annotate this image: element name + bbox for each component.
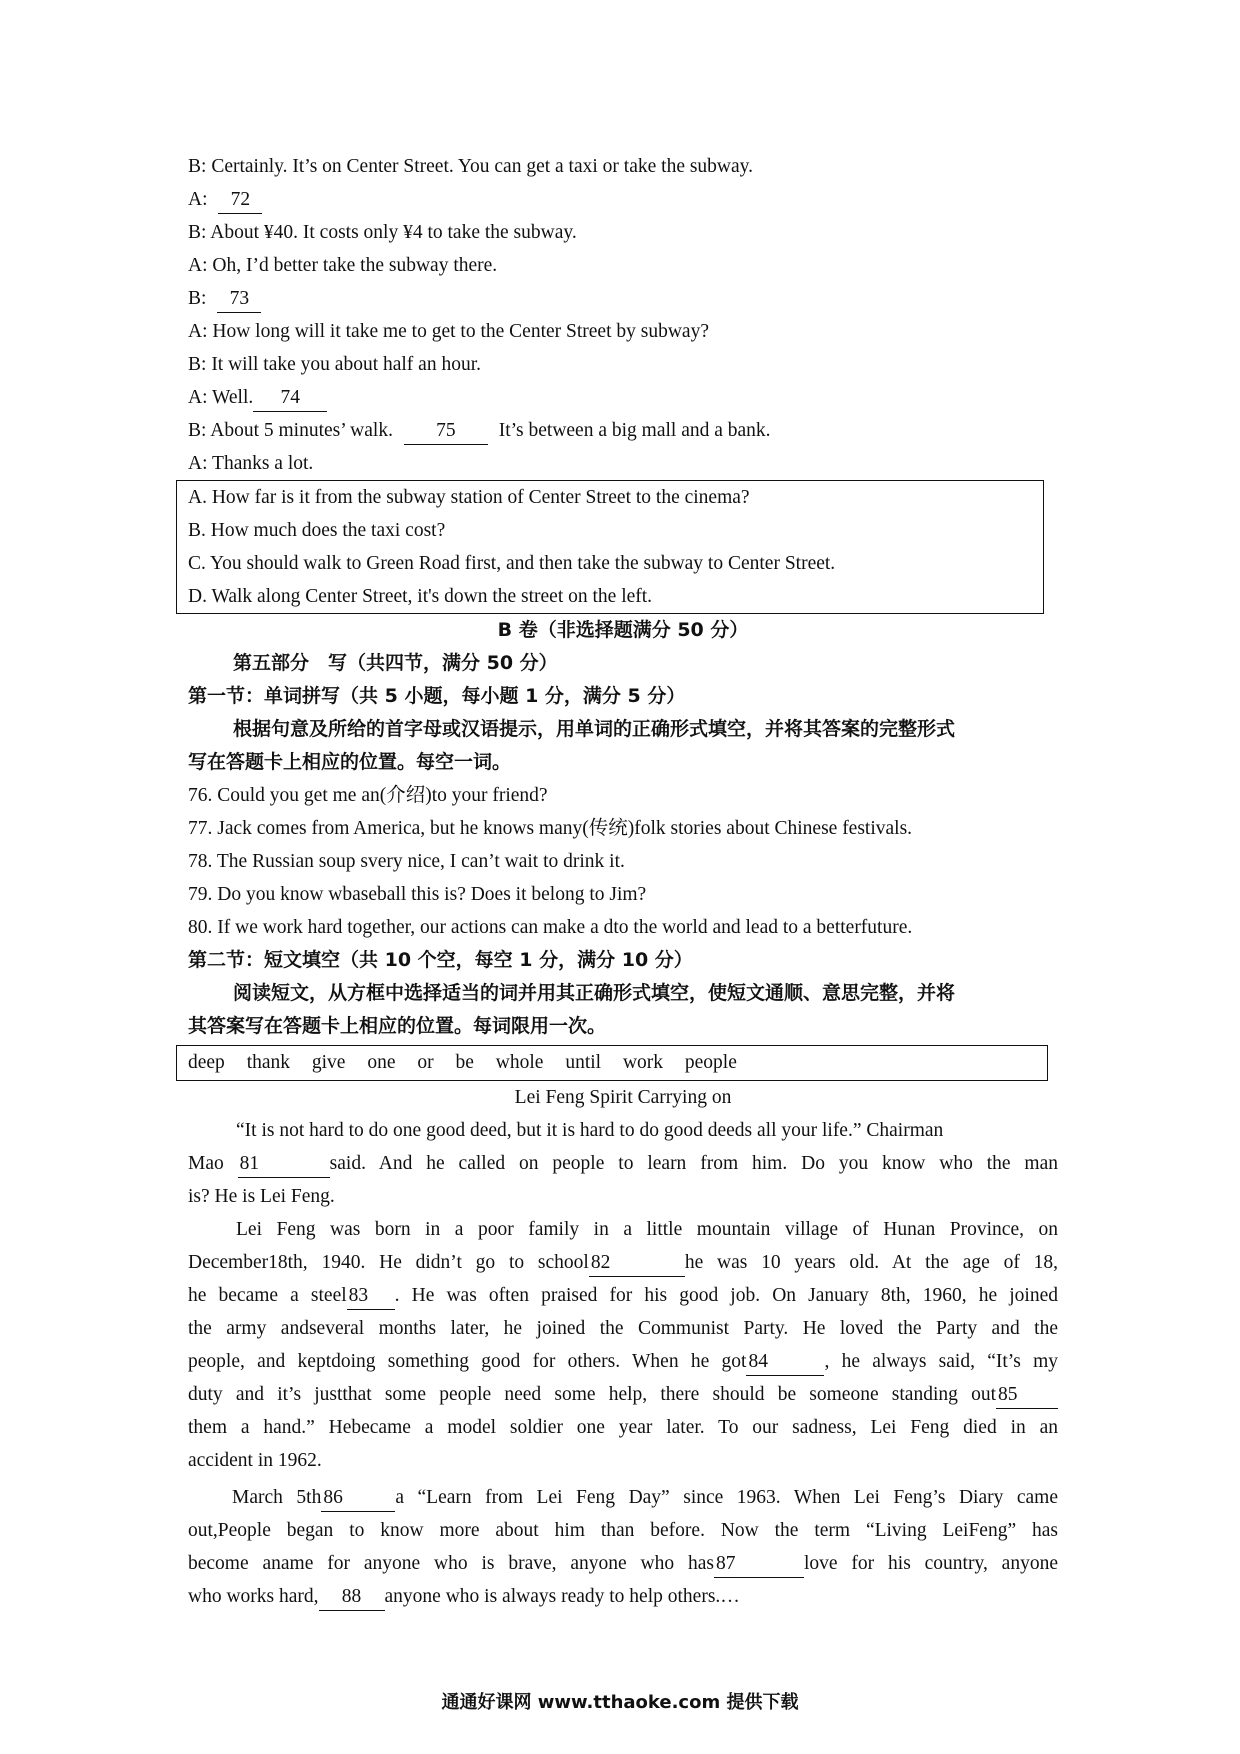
passage-text: become aname for anyone who is brave, anyone who has <box>188 1553 714 1574</box>
passage-paragraph-1 <box>188 1114 1058 1213</box>
answer-blank[interactable]: 74 <box>253 385 327 412</box>
section1-instruction: 根据句意及所给的首字母或汉语提示，用单词的正确形式填空，并将其答案的完整形式 <box>233 718 956 740</box>
dialog-line <box>188 282 1058 315</box>
footer-credit: 通通好课网 www.tthaoke.com 提供下载 <box>441 1692 799 1713</box>
section2-title: 第二节：短文填空（共 10 个空，每空 1 分，满分 10 分） <box>188 949 693 971</box>
passage-text: December18th, 1940. He didn’t go to school <box>188 1252 589 1273</box>
word-option: thank <box>246 1052 291 1073</box>
dialog-line <box>188 183 1058 216</box>
word-option: people <box>684 1052 737 1073</box>
passage-paragraph-2 <box>188 1213 1058 1477</box>
passage-text: . He was often praised for his good job. On January 8th, 1960, he joined <box>394 1285 1058 1306</box>
passage-line <box>188 1246 1058 1279</box>
passage-text: duty and it’s justthat some people need some help, there should be someone standing out <box>188 1384 996 1405</box>
word-option: give <box>311 1052 346 1073</box>
passage-line <box>188 1378 1058 1411</box>
section2-instruction-cont: 其答案写在答题卡上相应的位置。每词限用一次。 <box>188 1015 607 1037</box>
answer-blank-84[interactable]: 84 <box>746 1349 824 1376</box>
option-c: C. You should walk to Green Road first, and then take the subway to Center Street. <box>188 553 836 574</box>
word-option: one <box>367 1052 396 1073</box>
passage-title: Lei Feng Spirit Carrying on <box>514 1087 732 1108</box>
passage-text: anyone who is always ready to help others.… <box>384 1586 740 1607</box>
dialogue <box>188 150 1058 480</box>
word-option: be <box>455 1052 474 1073</box>
dialog-text: How long will it take me to get to the Center Street by subway? <box>212 321 709 342</box>
section-b-title: B 卷（非选择题满分 50 分） <box>497 619 749 641</box>
passage-text: Mao <box>188 1153 224 1174</box>
answer-blank[interactable]: 73 <box>217 286 261 313</box>
passage-paragraph-3 <box>188 1481 1058 1613</box>
speaker: B: <box>188 354 207 375</box>
dialog-text: Certainly. It’s on Center Street. You can get a taxi or take the subway. <box>211 156 754 177</box>
dialog-text: About ¥40. It costs only ¥4 to take the subway. <box>210 222 577 243</box>
dialog-text: About 5 minutes’ walk. <box>210 420 393 441</box>
answer-blank-81[interactable]: 81 <box>238 1151 330 1178</box>
speaker: A: <box>188 255 208 276</box>
passage-line: accident in 1962. <box>188 1450 322 1471</box>
option-d: D. Walk along Center Street, it's down the street on the left. <box>188 586 653 607</box>
dialog-text: It will take you about half an hour. <box>211 354 481 375</box>
answer-blank[interactable]: 75 <box>404 418 488 445</box>
question-80: 80. If we work hard together, our actions can make a dto the world and lead to a betterfuture. <box>188 917 913 938</box>
speaker: A: <box>188 189 208 210</box>
options-box <box>176 480 1044 614</box>
answer-blank-86[interactable]: 86 <box>321 1485 395 1512</box>
option-a: A. How far is it from the subway station of Center Street to the cinema? <box>188 487 750 508</box>
answer-blank-88[interactable]: 88 <box>319 1584 385 1611</box>
speaker: B: <box>188 288 207 309</box>
passage-text: he became a steel <box>188 1285 347 1306</box>
dialog-line <box>188 315 1058 348</box>
word-option: work <box>622 1052 664 1073</box>
passage-text: a “Learn from Lei Feng Day” since 1963. When Lei Feng’s Diary came <box>395 1487 1058 1508</box>
question-76: 76. Could you get me an(介绍)to your friend? <box>188 785 548 806</box>
speaker: A: <box>188 321 208 342</box>
passage-line: “It is not hard to do one good deed, but it is hard to do good deeds all your life.” Chairman <box>236 1120 944 1141</box>
passage-line: them a hand.” Hebecame a model soldier one year later. To our sadness, Lei Feng died in an <box>188 1417 1058 1438</box>
word-option: until <box>565 1052 602 1073</box>
answer-blank[interactable]: 72 <box>218 187 262 214</box>
dialog-line <box>188 249 1058 282</box>
answer-blank-82[interactable]: 82 <box>589 1250 685 1277</box>
passage-text: , he always said, “It’s my <box>824 1351 1058 1372</box>
speaker: B: <box>188 156 207 177</box>
question-78: 78. The Russian soup svery nice, I can’t wait to drink it. <box>188 851 625 872</box>
passage-text: he was 10 years old. At the age of 18, <box>684 1252 1059 1273</box>
word-option: whole <box>495 1052 544 1073</box>
part5-title: 第五部分 写（共四节，满分 50 分） <box>233 652 558 674</box>
speaker: B: <box>188 420 207 441</box>
passage-line: the army andseveral months later, he joined the Communist Party. He loved the Party and the <box>188 1318 1058 1339</box>
speaker: A: <box>188 453 208 474</box>
passage-text: March 5th <box>232 1487 322 1508</box>
dialog-line <box>188 216 1058 249</box>
section1-instruction-cont: 写在答题卡上相应的位置。每空一词。 <box>188 751 512 773</box>
dialog-text: It’s between a big mall and a bank. <box>498 420 771 441</box>
passage-line <box>188 1580 1058 1613</box>
section1-title: 第一节：单词拼写（共 5 小题，每小题 1 分，满分 5 分） <box>188 685 686 707</box>
answer-blank-83[interactable]: 83 <box>347 1283 395 1310</box>
word-option: or <box>417 1052 434 1073</box>
passage-line <box>188 1147 1058 1180</box>
passage-text: who works hard, <box>188 1586 319 1607</box>
speaker: B: <box>188 222 207 243</box>
dialog-line <box>188 381 1058 414</box>
section2-instruction: 阅读短文，从方框中选择适当的词并用其正确形式填空，使短文通顺、意思完整，并将 <box>233 982 956 1004</box>
option-b: B. How much does the taxi cost? <box>188 520 446 541</box>
dialog-text: Oh, I’d better take the subway there. <box>212 255 498 276</box>
passage-line: out,People began to know more about him than before. Now the term “Living LeiFeng” has <box>188 1520 1058 1541</box>
word-option: deep <box>188 1052 225 1073</box>
passage-text: people, and keptdoing something good for others. When he got <box>188 1351 747 1372</box>
passage-text: said. And he called on people to learn from him. Do you know who the man <box>329 1153 1059 1174</box>
dialog-line <box>188 150 1058 183</box>
question-77: 77. Jack comes from America, but he knows many(传统)folk stories about Chinese festivals. <box>188 818 913 839</box>
exam-page <box>188 150 1058 1613</box>
passage-line <box>188 1279 1058 1312</box>
dialog-text: Well. <box>212 387 254 408</box>
dialog-line <box>188 414 1058 447</box>
passage-text: love for his country, anyone <box>803 1553 1058 1574</box>
dialog-line <box>188 447 1058 480</box>
word-box <box>176 1045 1048 1081</box>
answer-blank-87[interactable]: 87 <box>714 1551 804 1578</box>
passage-line <box>188 1547 1058 1580</box>
dialog-text: Thanks a lot. <box>212 453 314 474</box>
speaker: A: <box>188 387 208 408</box>
dialog-line <box>188 348 1058 381</box>
question-79: 79. Do you know wbaseball this is? Does it belong to Jim? <box>188 884 647 905</box>
answer-blank-85[interactable]: 85 <box>996 1382 1058 1409</box>
passage-line <box>188 1345 1058 1378</box>
passage-line: Lei Feng was born in a poor family in a little mountain village of Hunan Province, on <box>236 1219 1058 1240</box>
passage-line: is? He is Lei Feng. <box>188 1186 335 1207</box>
passage-line <box>188 1481 1058 1514</box>
